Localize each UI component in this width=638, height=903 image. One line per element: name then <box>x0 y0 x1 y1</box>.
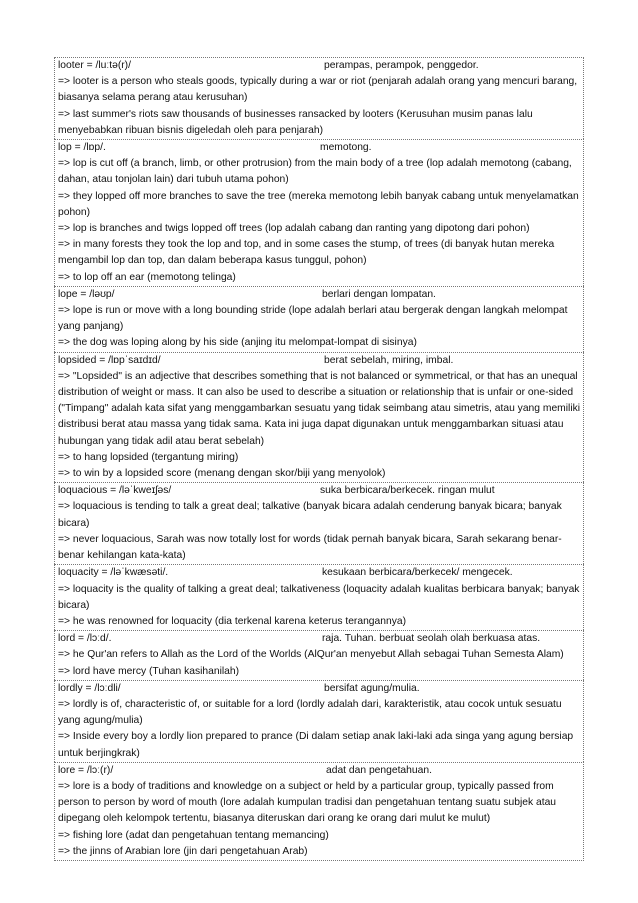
dictionary-page <box>54 57 584 861</box>
headword: lope = /ləʊp/ <box>58 288 115 300</box>
example-line: => last summer's riots saw thousands of businesses ransacked by looters (Kerusuhan musim panas lalu menyebabkan ribuan bisnis digeledah oleh para penjarah) <box>58 108 533 136</box>
entry-lopsided <box>54 352 584 483</box>
translation: suka berbicara/berkecek. ringan mulut <box>320 485 495 497</box>
headword: loquacious = /ləˈkweɪʃəs/ <box>58 485 172 497</box>
entry-header <box>58 140 581 156</box>
example-line: => looter is a person who steals goods, typically during a war or riot (penjarah adalah orang yang mencuri barang, biasanya selama perang atau kerusuhan) <box>58 76 578 104</box>
example-line: => lord have mercy (Tuhan kasihanilah) <box>58 665 240 677</box>
headword: lop = /lɒp/. <box>58 142 106 154</box>
headword: lord = /lɔːd/. <box>58 633 112 645</box>
entry-lordly <box>54 680 584 762</box>
example-line: => lop is cut off (a branch, limb, or other protrusion) from the main body of a tree (lop adalah memotong (cabang, dahan, atau tonjolan lain) dari tubuh utama pohon) <box>58 158 572 186</box>
example-line: => lore is a body of traditions and knowledge on a subject or held by a particular group, typically passed from person to person by word of mouth (lore adalah kumpulan tradisi dan pengetahuan tentang suatu subjek atau dipegang oleh kelompok tertentu, biasanya diteruskan dari orang ke orang dari mulut ke mulut) <box>58 780 557 825</box>
example-line: => fishing lore (adat dan pengetahuan tentang memancing) <box>58 829 329 841</box>
example-line: => lordly is of, characteristic of, or suitable for a lord (lordly adalah dari, karakteristik, atau cocok untuk sesuatu yang agung/mulia) <box>58 698 562 727</box>
entry-header <box>58 681 581 697</box>
entry-lop <box>54 139 584 286</box>
example-line: => loquacity is the quality of talking a great deal; talkativeness (loquacity adalah kualitas berbicara banyak; banyak bicara) <box>58 583 580 611</box>
headword: loquacity = /ləˈkwæsəti/. <box>58 567 169 579</box>
example-line: => the jinns of Arabian lore (jin dari pengetahuan Arab) <box>58 845 308 857</box>
entry-header <box>58 483 581 499</box>
translation: adat dan pengetahuan. <box>326 764 432 776</box>
headword: lordly = /lɔːdli/ <box>58 682 121 694</box>
translation: bersifat agung/mulia. <box>324 682 420 694</box>
example-line: => "Lopsided" is an adjective that describes something that is not balanced or symmetrical, or that has an unequal distribution of weight or mass. It can also be used to describe a situation or relationship that is unfair or one-sided ("Timpang" adalah kata sifat yang menggambarkan sesuatu yang tidak seimbang atau simetris, atau yang memiliki distribusi berat atau massa yang tidak sama. Kata ini juga dapat digunakan untuk menggambarkan situasi atau hubungan yang tidak adil atau berat sebelah) <box>58 370 581 447</box>
headword: looter = /luːtə(r)/ <box>58 60 131 71</box>
example-line: => they lopped off more branches to save the tree (mereka memotong lebih banyak cabang untuk menyelamatkan pohon) <box>58 190 579 218</box>
translation: memotong. <box>320 142 372 154</box>
translation: kesukaan berbicara/berkecek/ mengecek. <box>322 567 513 579</box>
example-line: => to win by a lopsided score (menang dengan skor/biji yang menyolok) <box>58 468 386 480</box>
example-line: => he Qur'an refers to Allah as the Lord of the Worlds (AlQur'an menyebut Allah sebagai Tuhan Semesta Alam) <box>58 649 564 661</box>
entry-header <box>58 631 581 647</box>
entry-lord <box>54 630 584 680</box>
example-line: => in many forests they took the lop and top, and in some cases the stump, of trees (di banyak hutan mereka mengambil lop dan top, dan dalam beberapa kasus tunggul, pohon) <box>58 239 555 267</box>
example-line: => never loquacious, Sarah was now totally lost for words (tidak pernah banyak bicara, Sarah sekarang benar-benar kehilangan kata-kata) <box>58 533 562 562</box>
example-line: => lope is run or move with a long bounding stride (lope adalah berlari atau bergerak dengan langkah melompat yang panjang) <box>58 305 568 333</box>
entry-header <box>58 565 581 581</box>
entry-header <box>58 58 581 74</box>
example-line: => Inside every boy a lordly lion prepared to prance (Di dalam setiap anak laki-laki ada singa yang agung bersiap untuk berjingkrak) <box>58 731 574 759</box>
example-line: => to lop off an ear (memotong telinga) <box>58 271 236 283</box>
entry-header <box>58 763 581 779</box>
example-line: => to hang lopsided (tergantung miring) <box>58 451 239 463</box>
example-line: => loquacious is tending to talk a great deal; talkative (banyak bicara adalah cenderung banyak bicara; banyak bicara) <box>58 501 562 529</box>
entry-loquacity <box>54 564 584 630</box>
entry-lore <box>54 762 584 861</box>
example-line: => lop is branches and twigs lopped off trees (lop adalah cabang dan ranting yang dipotong dari pohon) <box>58 223 530 235</box>
translation: berat sebelah, miring, imbal. <box>324 354 454 366</box>
example-line: => he was renowned for loquacity (dia terkenal karena keterus terangannya) <box>58 615 407 627</box>
entry-lope <box>54 286 584 352</box>
example-line: => the dog was loping along by his side (anjing itu melompat-lompat di sisinya) <box>58 337 417 349</box>
headword: lopsided = /lɒpˈsaɪdɪd/ <box>58 354 161 366</box>
entry-loquacious <box>54 482 584 564</box>
headword: lore = /lɔː(r)/ <box>58 764 114 776</box>
translation: berlari dengan lompatan. <box>322 288 436 300</box>
translation: raja. Tuhan. berbuat seolah olah berkuasa atas. <box>322 633 541 645</box>
entry-header <box>58 287 581 303</box>
entry-header <box>58 353 581 369</box>
translation: perampas, perampok, penggedor. <box>324 60 479 71</box>
entry-looter <box>54 57 584 139</box>
